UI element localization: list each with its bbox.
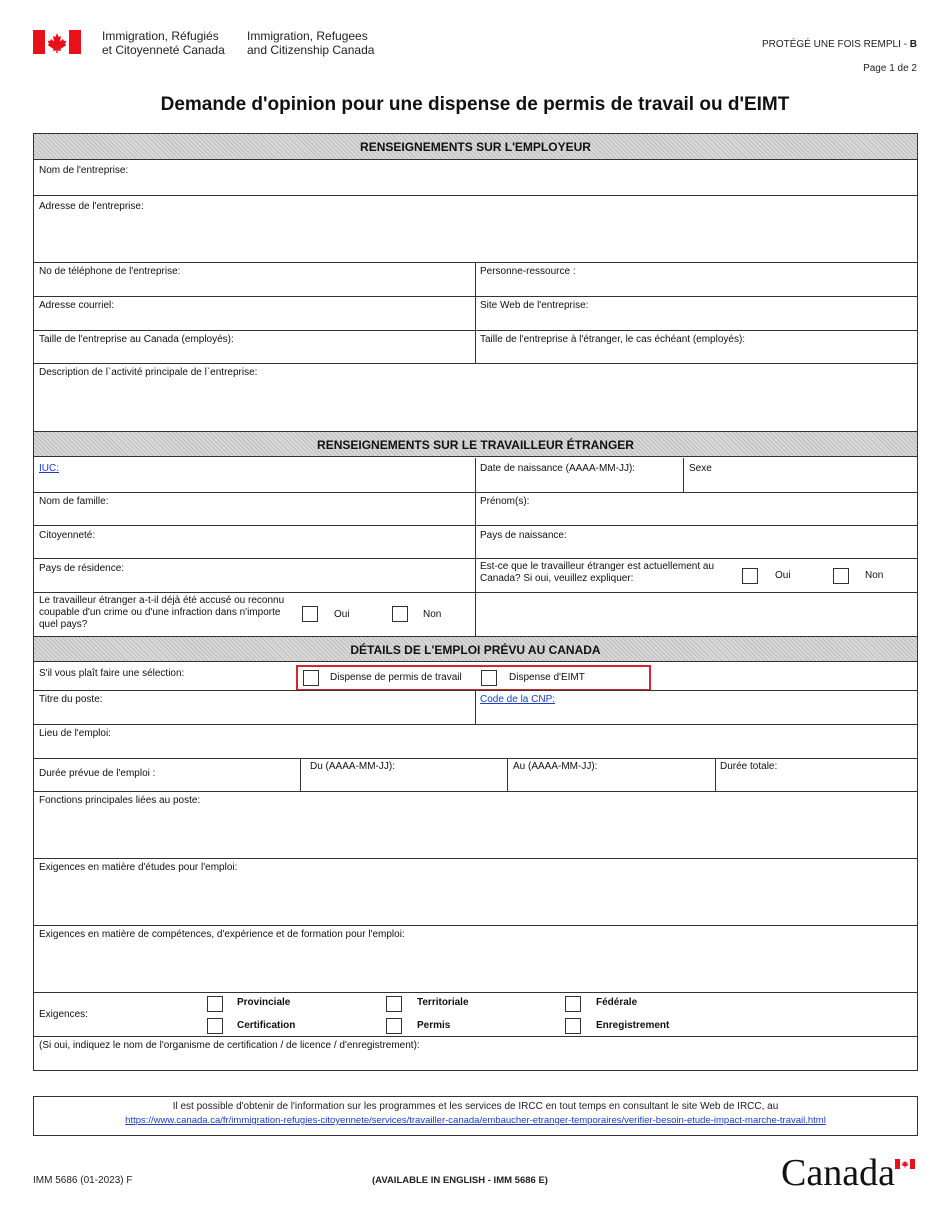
row-divider (34, 195, 917, 196)
row-divider (34, 724, 917, 725)
column-divider (475, 690, 476, 724)
section-employer-header: RENSEIGNEMENTS SUR L'EMPLOYEUR (34, 134, 917, 160)
row-divider (34, 858, 917, 859)
section-worker-header: RENSEIGNEMENTS SUR LE TRAVAILLEUR ÉTRANGER (34, 431, 917, 457)
row-divider (34, 1036, 917, 1037)
certifying-organization-field[interactable]: (Si oui, indiquez le nom de l'organisme de certification / de licence / d'enregistrement): (39, 1040, 420, 1051)
last-name-field[interactable]: Nom de famille: (39, 496, 109, 507)
row-divider (34, 363, 917, 364)
certification-checkbox[interactable] (207, 1018, 223, 1034)
registration-label: Enregistrement (596, 1020, 670, 1031)
residence-country-field[interactable]: Pays de résidence: (39, 563, 125, 574)
in-canada-no-label: Non (865, 570, 884, 581)
form-identifier: IMM 5686 (01-2023) F (33, 1175, 133, 1186)
form-title: Demande d'opinion pour une dispense de permis de travail ou d'EIMT (160, 94, 790, 115)
lmia-exemption-label: Dispense d'EIMT (509, 672, 585, 683)
end-date-field[interactable]: Au (AAAA-MM-JJ): (513, 761, 598, 772)
wordmark-flag-icon (895, 1159, 915, 1169)
row-divider (34, 758, 917, 759)
company-address-field[interactable]: Adresse de l'entreprise: (39, 201, 144, 212)
column-divider (507, 758, 508, 791)
crime-yes-checkbox[interactable] (302, 606, 318, 622)
activity-description-field[interactable]: Description de l`activité principale de l`entreprise: (39, 367, 258, 378)
duties-field[interactable]: Fonctions principales liées au poste: (39, 795, 201, 806)
column-divider (475, 458, 476, 636)
column-divider (683, 458, 684, 492)
column-divider (475, 262, 476, 363)
form-body (33, 133, 918, 1071)
ircc-website-link[interactable]: https://www.canada.ca/fr/immigration-refugies-citoyennete/services/travailler-canada/embaucher-etranger-temporaires/verifier-besoin-etude-impact-marche-travail.html (125, 1115, 826, 1126)
canada-wordmark: Canada (781, 1152, 895, 1194)
company-phone-field[interactable]: No de téléphone de l'entreprise: (39, 266, 181, 277)
total-duration-field[interactable]: Durée totale: (720, 761, 778, 772)
canada-flag-icon (33, 30, 81, 54)
section-job-header: DÉTAILS DE L'EMPLOI PRÉVU AU CANADA (34, 636, 917, 662)
english-version-note: (AVAILABLE IN ENGLISH - IMM 5686 E) (372, 1175, 548, 1186)
federal-checkbox[interactable] (565, 996, 581, 1012)
iuc-link[interactable]: IUC: (39, 463, 59, 474)
column-divider (300, 758, 301, 791)
in-canada-no-checkbox[interactable] (833, 568, 849, 584)
in-canada-yes-label: Oui (775, 570, 791, 581)
company-name-field[interactable]: Nom de l'entreprise: (39, 165, 129, 176)
crime-no-label: Non (423, 609, 442, 620)
federal-label: Fédérale (596, 997, 638, 1008)
contact-person-field[interactable]: Personne-ressource : (480, 266, 576, 277)
job-location-field[interactable]: Lieu de l'emploi: (39, 728, 111, 739)
citizenship-field[interactable]: Citoyenneté: (39, 530, 96, 541)
territorial-checkbox[interactable] (386, 996, 402, 1012)
in-canada-question: Est-ce que le travailleur étranger est actuellement au Canada? Si oui, veuillez expliquer: (480, 561, 715, 584)
row-divider (34, 791, 917, 792)
size-abroad-field[interactable]: Taille de l'entreprise à l'étranger, le cas échéant (employés): (480, 334, 746, 345)
requirements-label: Exigences: (39, 1009, 88, 1020)
dob-field[interactable]: Date de naissance (AAAA-MM-JJ): (480, 463, 636, 474)
work-permit-exemption-label: Dispense de permis de travail (330, 672, 462, 683)
info-box (33, 1096, 918, 1136)
birth-country-field[interactable]: Pays de naissance: (480, 530, 567, 541)
provincial-checkbox[interactable] (207, 996, 223, 1012)
work-permit-exemption-checkbox[interactable] (303, 670, 319, 686)
crime-question: Le travailleur étranger a-t-il déjà été accusé ou reconnu coupable d'un crime ou d'une infraction dans n'importe quel pays? (39, 595, 285, 630)
crime-no-checkbox[interactable] (392, 606, 408, 622)
info-text: Il est possible d'obtenir de l'information sur les programmes et les services de IRCC en tout temps en consultant le site Web de IRCC, au (172, 1101, 779, 1112)
crime-yes-label: Oui (334, 609, 350, 620)
size-canada-field[interactable]: Taille de l'entreprise au Canada (employés): (39, 334, 234, 345)
education-requirements-field[interactable]: Exigences en matière d'études pour l'emploi: (39, 862, 238, 873)
website-field[interactable]: Site Web de l'entreprise: (480, 300, 589, 311)
job-duration-label: Durée prévue de l'emploi : (39, 768, 156, 779)
noc-code-link[interactable]: Code de la CNP: (480, 694, 556, 705)
dept-name-fr: Immigration, Réfugiés et Citoyenneté Canada (102, 29, 225, 57)
permit-label: Permis (417, 1020, 451, 1031)
protected-label: PROTÉGÉ UNE FOIS REMPLI - B (761, 39, 917, 50)
row-divider (34, 992, 917, 993)
first-names-field[interactable]: Prénom(s): (480, 496, 530, 507)
lmia-exemption-checkbox[interactable] (481, 670, 497, 686)
territorial-label: Territoriale (417, 997, 469, 1008)
column-divider (715, 758, 716, 791)
provincial-label: Provinciale (237, 997, 291, 1008)
row-divider (34, 925, 917, 926)
sex-field[interactable]: Sexe (689, 463, 712, 474)
job-title-field[interactable]: Titre du poste: (39, 694, 103, 705)
dept-name-en: Immigration, Refugees and Citizenship Canada (247, 29, 375, 57)
registration-checkbox[interactable] (565, 1018, 581, 1034)
certification-label: Certification (237, 1020, 296, 1031)
skills-requirements-field[interactable]: Exigences en matière de compétences, d'expérience et de formation pour l'emploi: (39, 929, 405, 940)
permit-checkbox[interactable] (386, 1018, 402, 1034)
in-canada-yes-checkbox[interactable] (742, 568, 758, 584)
page-number: Page 1 de 2 (863, 63, 917, 74)
email-field[interactable]: Adresse courriel: (39, 300, 115, 311)
start-date-field[interactable]: Du (AAAA-MM-JJ): (310, 761, 395, 772)
selection-prompt: S'il vous plaît faire une sélection: (39, 668, 185, 679)
